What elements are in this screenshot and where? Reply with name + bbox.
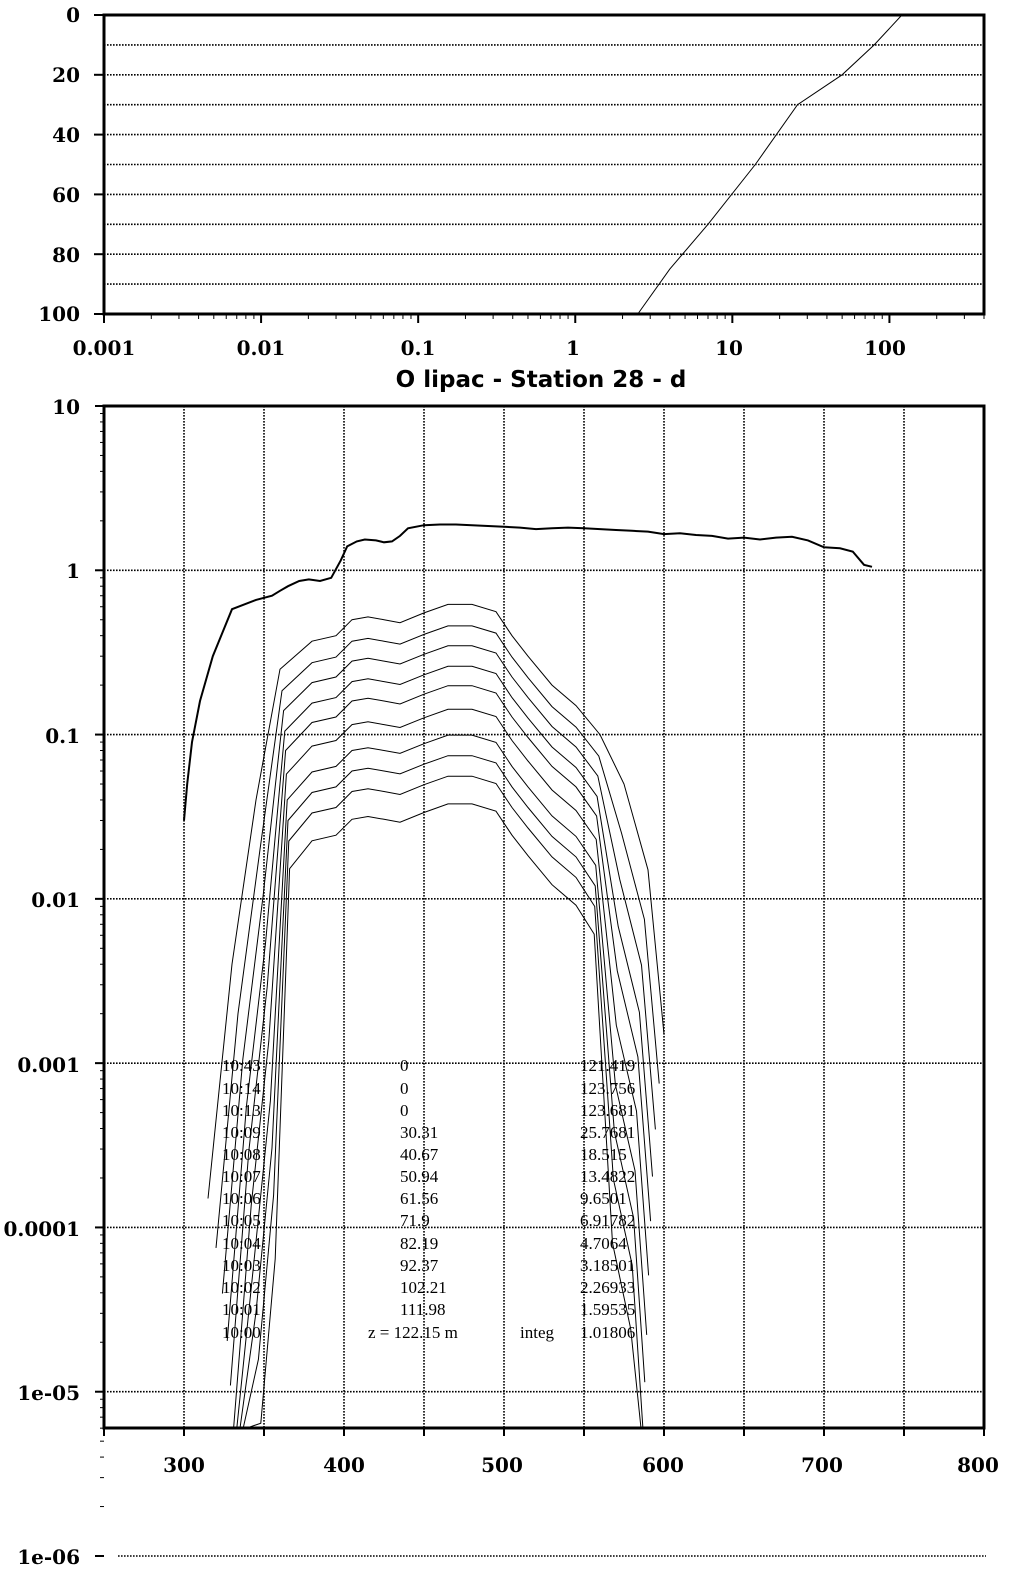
table-time: 10:07: [222, 1167, 261, 1186]
main-y-tick-label: 1: [66, 559, 80, 583]
table-value: 1.01806: [580, 1323, 636, 1342]
table-depth: 40.67: [400, 1145, 439, 1164]
main-y-tick-label: 0.01: [31, 888, 80, 912]
table-depth: 0: [400, 1101, 409, 1120]
table-integ-label: integ: [520, 1323, 554, 1342]
top-y-tick-label: 20: [52, 63, 80, 87]
main-y-tick-label: 1e-05: [17, 1381, 80, 1405]
table-time: 10:43: [222, 1056, 261, 1075]
table-value: 2.26933: [580, 1278, 636, 1297]
table-depth: 102.21: [400, 1278, 447, 1297]
main-chart: [3, 367, 998, 1569]
table-depth: 0: [400, 1079, 409, 1098]
table-value: 25.7681: [580, 1123, 636, 1142]
top-x-tick-label: 100: [864, 336, 906, 360]
main-x-tick-label: 300: [163, 1453, 205, 1477]
main-y-tick-label: 0.1: [45, 724, 80, 748]
table-value: 123.756: [580, 1079, 636, 1098]
table-value: 3.18501: [580, 1256, 636, 1275]
main-y-tick-label: 0.0001: [3, 1217, 80, 1241]
main-x-tick-label: 400: [323, 1453, 365, 1477]
table-time: 10:08: [222, 1145, 261, 1164]
top-x-tick-label: 0.1: [400, 336, 436, 360]
main-x-tick-label: 600: [642, 1453, 684, 1477]
top-y-tick-label: 40: [52, 123, 80, 147]
table-depth: 0: [400, 1056, 409, 1075]
top-x-tick-label: 10: [715, 336, 743, 360]
main-y-tick-label: 10: [52, 395, 80, 419]
table-value: 121.419: [580, 1056, 636, 1075]
main-axis-ticks: [95, 406, 984, 1556]
main-x-tick-label: 500: [481, 1453, 523, 1477]
top-y-tick-label: 60: [52, 183, 80, 207]
reference-spectrum-line: [184, 525, 872, 821]
table-time: 10:02: [222, 1278, 261, 1297]
table-time: 10:06: [222, 1189, 261, 1208]
table-value: 18.515: [580, 1145, 627, 1164]
table-depth: 30.31: [400, 1123, 439, 1142]
top-chart: [38, 3, 984, 360]
table-depth: 92.37: [400, 1256, 439, 1275]
main-x-tick-label: 700: [801, 1453, 843, 1477]
table-time: 10:04: [222, 1234, 261, 1253]
table-value: 4.7064: [580, 1234, 627, 1253]
table-time: 10:00: [222, 1323, 261, 1342]
chart-title: O lipac - Station 28 - d: [395, 367, 687, 393]
table-time: 10:14: [222, 1079, 261, 1098]
table-depth: 82.19: [400, 1234, 439, 1253]
table-time: 10:03: [222, 1256, 261, 1275]
top-axis-ticks: [94, 15, 984, 323]
table-time: 10:09: [222, 1123, 261, 1142]
table-time: 10:01: [222, 1300, 261, 1319]
top-x-tick-label: 0.001: [72, 336, 136, 360]
table-time: 10:05: [222, 1211, 261, 1230]
top-grid: [104, 45, 984, 284]
top-y-tick-label: 100: [38, 302, 80, 326]
main-y-tick-label: 0.001: [17, 1053, 80, 1077]
data-table-annotation: [222, 1056, 635, 1342]
table-time: 10:13: [222, 1101, 261, 1120]
table-depth: 71.9: [400, 1211, 430, 1230]
table-depth: 111.98: [400, 1300, 446, 1319]
main-y-tick-label: 1e-06: [17, 1545, 80, 1569]
table-depth: z = 122.15 m: [368, 1323, 458, 1342]
table-value: 13.4822: [580, 1167, 636, 1186]
top-x-tick-label: 0.01: [236, 336, 286, 360]
table-value: 9.6501: [580, 1189, 627, 1208]
top-x-tick-label: 1: [566, 336, 580, 360]
top-y-tick-label: 80: [52, 243, 80, 267]
table-value: 1.59535: [580, 1300, 636, 1319]
top-y-tick-label: 0: [66, 3, 80, 27]
table-value: 123.681: [580, 1101, 636, 1120]
table-depth: 50.94: [400, 1167, 439, 1186]
table-value: 6.91782: [580, 1211, 636, 1230]
main-x-tick-label: 800: [957, 1453, 999, 1477]
main-curves: [184, 525, 872, 1429]
table-depth: 61.56: [400, 1189, 439, 1208]
